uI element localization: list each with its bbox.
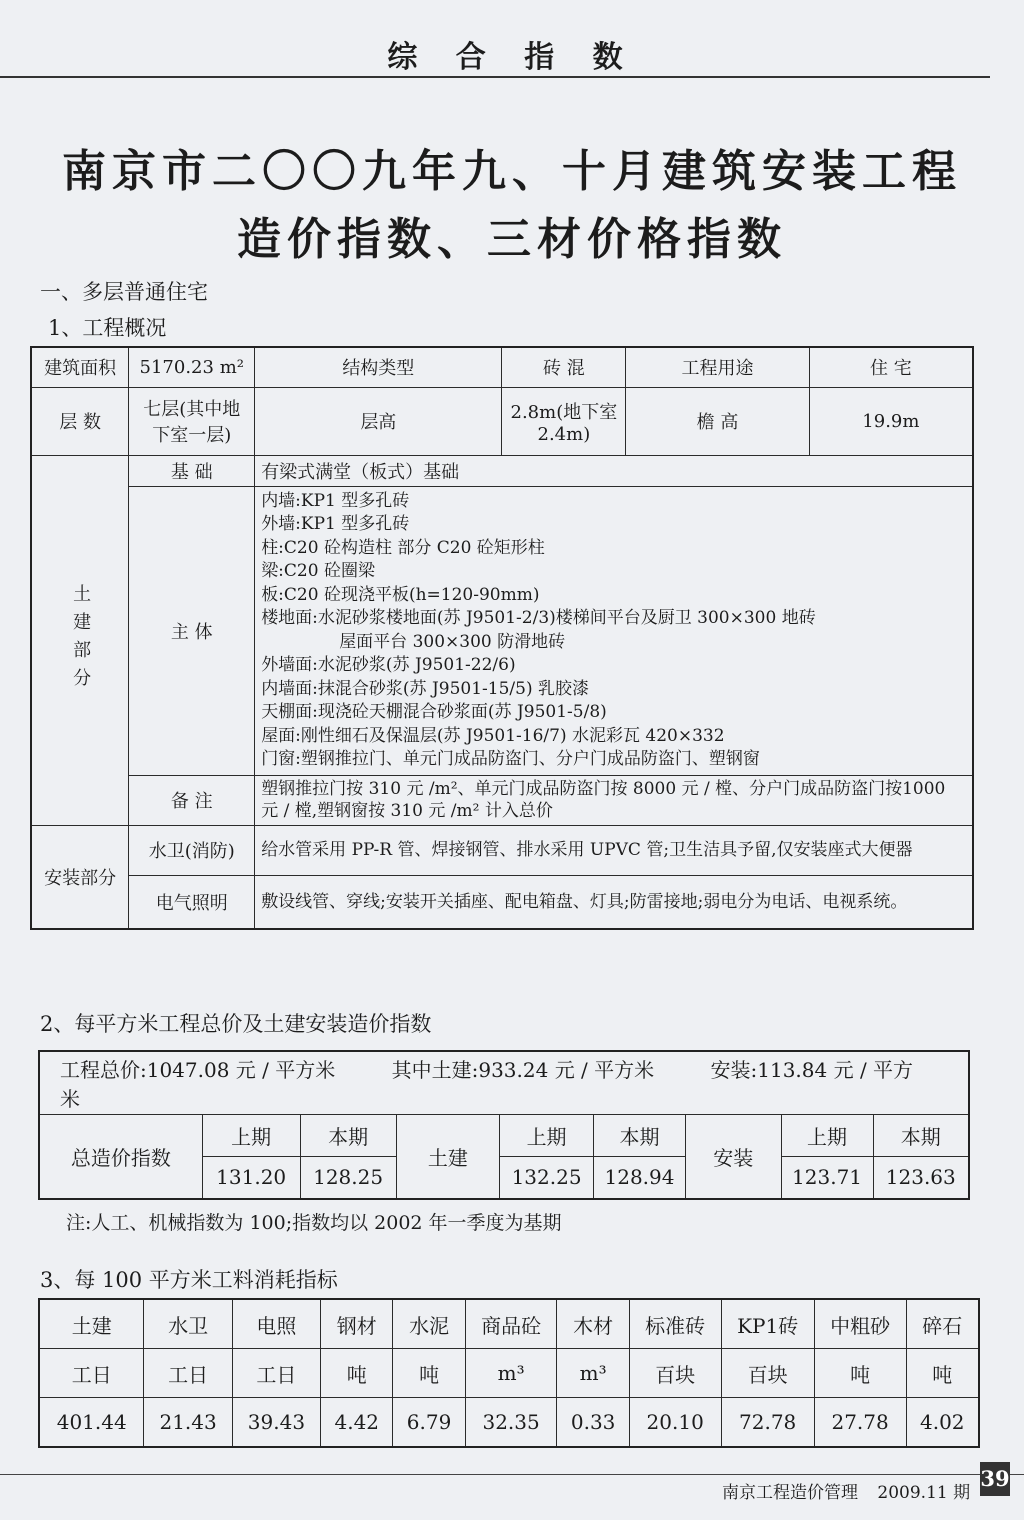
curr-period-label: 本期: [594, 1115, 686, 1157]
subheading-cost: 2、每平方米工程总价及土建安装造价指数: [40, 1012, 432, 1036]
civil-cost: 其中土建:933.24 元 / 平方米: [391, 1058, 655, 1082]
prev-period-label: 上期: [202, 1115, 300, 1157]
floors-label: 层 数: [31, 387, 129, 455]
curr-period-label: 本期: [300, 1115, 396, 1157]
consumption-unit: 吨: [906, 1349, 979, 1398]
consumption-header: 木材: [557, 1299, 629, 1349]
consumption-value: 4.42: [321, 1398, 393, 1448]
spec-line: 门窗:塑钢推拉门、单元门成品防盗门、分户门成品防盗门、塑钢窗: [261, 749, 760, 769]
consumption-unit: m³: [557, 1349, 629, 1398]
consumption-unit: 百块: [721, 1349, 814, 1398]
consumption-value: 20.10: [629, 1398, 721, 1448]
consumption-value: 0.33: [557, 1398, 629, 1448]
consumption-header: KP1砖: [721, 1299, 814, 1349]
main-body-label: 主 体: [129, 486, 255, 775]
consumption-value: 21.43: [144, 1398, 232, 1448]
publication-name: 南京工程造价管理: [722, 1483, 858, 1503]
install-cost: 安装:113.84 元 / 平方米: [60, 1058, 914, 1111]
plumbing-value: 给水管采用 PP-R 管、焊接钢管、排水采用 UPVC 管;卫生洁具予留,仅安装座式大便器: [255, 825, 973, 875]
eave-label: 檐 高: [626, 387, 809, 455]
struct-label: 结构类型: [255, 347, 502, 387]
civil-curr: 128.94: [594, 1157, 686, 1199]
spec-line: 屋面平台 300×300 防滑地砖: [339, 631, 566, 652]
area-value: 5170.23 m²: [129, 347, 255, 387]
consumption-unit: 吨: [321, 1349, 393, 1398]
header-rule: [0, 76, 990, 78]
install-index-label: 安装: [685, 1115, 781, 1199]
plumbing-label: 水卫(消防): [129, 825, 255, 875]
consumption-unit: 吨: [393, 1349, 465, 1398]
cost-totals: [39, 1051, 969, 1115]
curr-period-label: 本期: [873, 1115, 969, 1157]
consumption-value: 401.44: [39, 1398, 144, 1448]
install-prev: 123.71: [781, 1157, 873, 1199]
remark-value: 塑钢推拉门按 310 元 /m²、单元门成品防盗门按 8000 元 / 樘、分户门成品防盗门按1000 元 / 樘,塑钢窗按 310 元 /m² 计入总价: [255, 775, 973, 825]
use-value: 住 宅: [809, 347, 973, 387]
subheading-consumption: 3、每 100 平方米工料消耗指标: [40, 1268, 338, 1292]
footer-rule: [0, 1474, 1024, 1475]
spec-line: 屋面:刚性细石及保温层(苏 J9501-16/7) 水泥彩瓦 420×332: [261, 725, 725, 746]
consumption-value: 6.79: [393, 1398, 465, 1448]
main-title-line1: 南京市二〇〇九年九、十月建筑安装工程: [62, 146, 962, 197]
consumption-value: 32.35: [465, 1398, 557, 1448]
project-overview-table: [30, 346, 974, 930]
consumption-unit: 工日: [232, 1349, 320, 1398]
overall-index-label: 总造价指数: [39, 1115, 202, 1199]
spec-line: 梁:C20 砼圈梁: [261, 561, 375, 581]
index-note: 注:人工、机械指数为 100;指数均以 2002 年一季度为基期: [66, 1212, 562, 1234]
spec-line: 柱:C20 砼构造柱 部分 C20 砼矩形柱: [261, 537, 545, 558]
area-label: 建筑面积: [31, 347, 129, 387]
consumption-header: 水卫: [144, 1299, 232, 1349]
prev-period-label: 上期: [781, 1115, 873, 1157]
overall-prev: 131.20: [202, 1157, 300, 1199]
spec-line: 外墙面:水泥砂浆(苏 J9501-22/6): [261, 655, 516, 675]
floors-value: 七层(其中地下室一层): [129, 387, 255, 455]
eave-value: 19.9m: [809, 387, 973, 455]
civil-index-label: 土建: [396, 1115, 500, 1199]
main-title-line2: 造价指数、三材价格指数: [237, 214, 787, 265]
electric-label: 电气照明: [129, 875, 255, 929]
spec-line: 楼地面:水泥砂浆楼地面(苏 J9501-2/3)楼梯间平台及厨卫 300×300 地砖: [261, 608, 816, 628]
floor-height-value: 2.8m(地下室2.4m): [502, 387, 626, 455]
install-curr: 123.63: [873, 1157, 969, 1199]
use-label: 工程用途: [626, 347, 809, 387]
consumption-header: 中粗砂: [814, 1299, 906, 1349]
consumption-header: 水泥: [393, 1299, 465, 1349]
spec-line: 天棚面:现浇砼天棚混合砂浆面(苏 J9501-5/8): [261, 702, 607, 722]
foundation-label: 基 础: [129, 455, 255, 486]
consumption-table: [38, 1298, 980, 1448]
struct-value: 砖 混: [502, 347, 626, 387]
issue-number: 2009.11 期: [877, 1483, 971, 1503]
consumption-value: 72.78: [721, 1398, 814, 1448]
prev-period-label: 上期: [500, 1115, 594, 1157]
spec-line: 外墙:KP1 型多孔砖: [261, 514, 410, 534]
foundation-value: 有梁式满堂（板式）基础: [255, 455, 973, 486]
civil-label: 土建部分: [31, 455, 129, 825]
civil-prev: 132.25: [500, 1157, 594, 1199]
total-cost: 工程总价:1047.08 元 / 平方米: [60, 1058, 336, 1082]
spec-line: 内墙面:抹混合砂浆(苏 J9501-15/5) 乳胶漆: [261, 678, 589, 699]
overall-curr: 128.25: [300, 1157, 396, 1199]
section-heading: 一、多层普通住宅: [40, 280, 208, 304]
consumption-header: 碎石: [906, 1299, 979, 1349]
consumption-unit: 工日: [39, 1349, 144, 1398]
main-body-spec: [255, 486, 973, 775]
consumption-header: 电照: [232, 1299, 320, 1349]
consumption-value: 4.02: [906, 1398, 979, 1448]
consumption-header: 土建: [39, 1299, 144, 1349]
consumption-header: 商品砼: [465, 1299, 557, 1349]
spec-line: 内墙:KP1 型多孔砖: [261, 490, 410, 511]
consumption-unit: m³: [465, 1349, 557, 1398]
cost-index-table: [38, 1050, 970, 1200]
consumption-unit: 吨: [814, 1349, 906, 1398]
consumption-unit: 百块: [629, 1349, 721, 1398]
install-label: 安装部分: [31, 825, 129, 929]
consumption-header: 钢材: [321, 1299, 393, 1349]
section-header: 综 合 指 数: [387, 40, 637, 75]
consumption-unit: 工日: [144, 1349, 232, 1398]
consumption-value: 39.43: [232, 1398, 320, 1448]
remark-label: 备 注: [129, 775, 255, 825]
floor-height-label: 层高: [255, 387, 502, 455]
consumption-value: 27.78: [814, 1398, 906, 1448]
electric-value: 敷设线管、穿线;安装开关插座、配电箱盘、灯具;防雷接地;弱电分为电话、电视系统。: [255, 875, 973, 929]
footer: [722, 1478, 970, 1503]
consumption-header: 标准砖: [629, 1299, 721, 1349]
spec-line: 板:C20 砼现浇平板(h=120-90mm): [261, 584, 540, 605]
subheading-overview: 1、工程概况: [48, 316, 167, 340]
page-number: 39: [980, 1462, 1010, 1496]
